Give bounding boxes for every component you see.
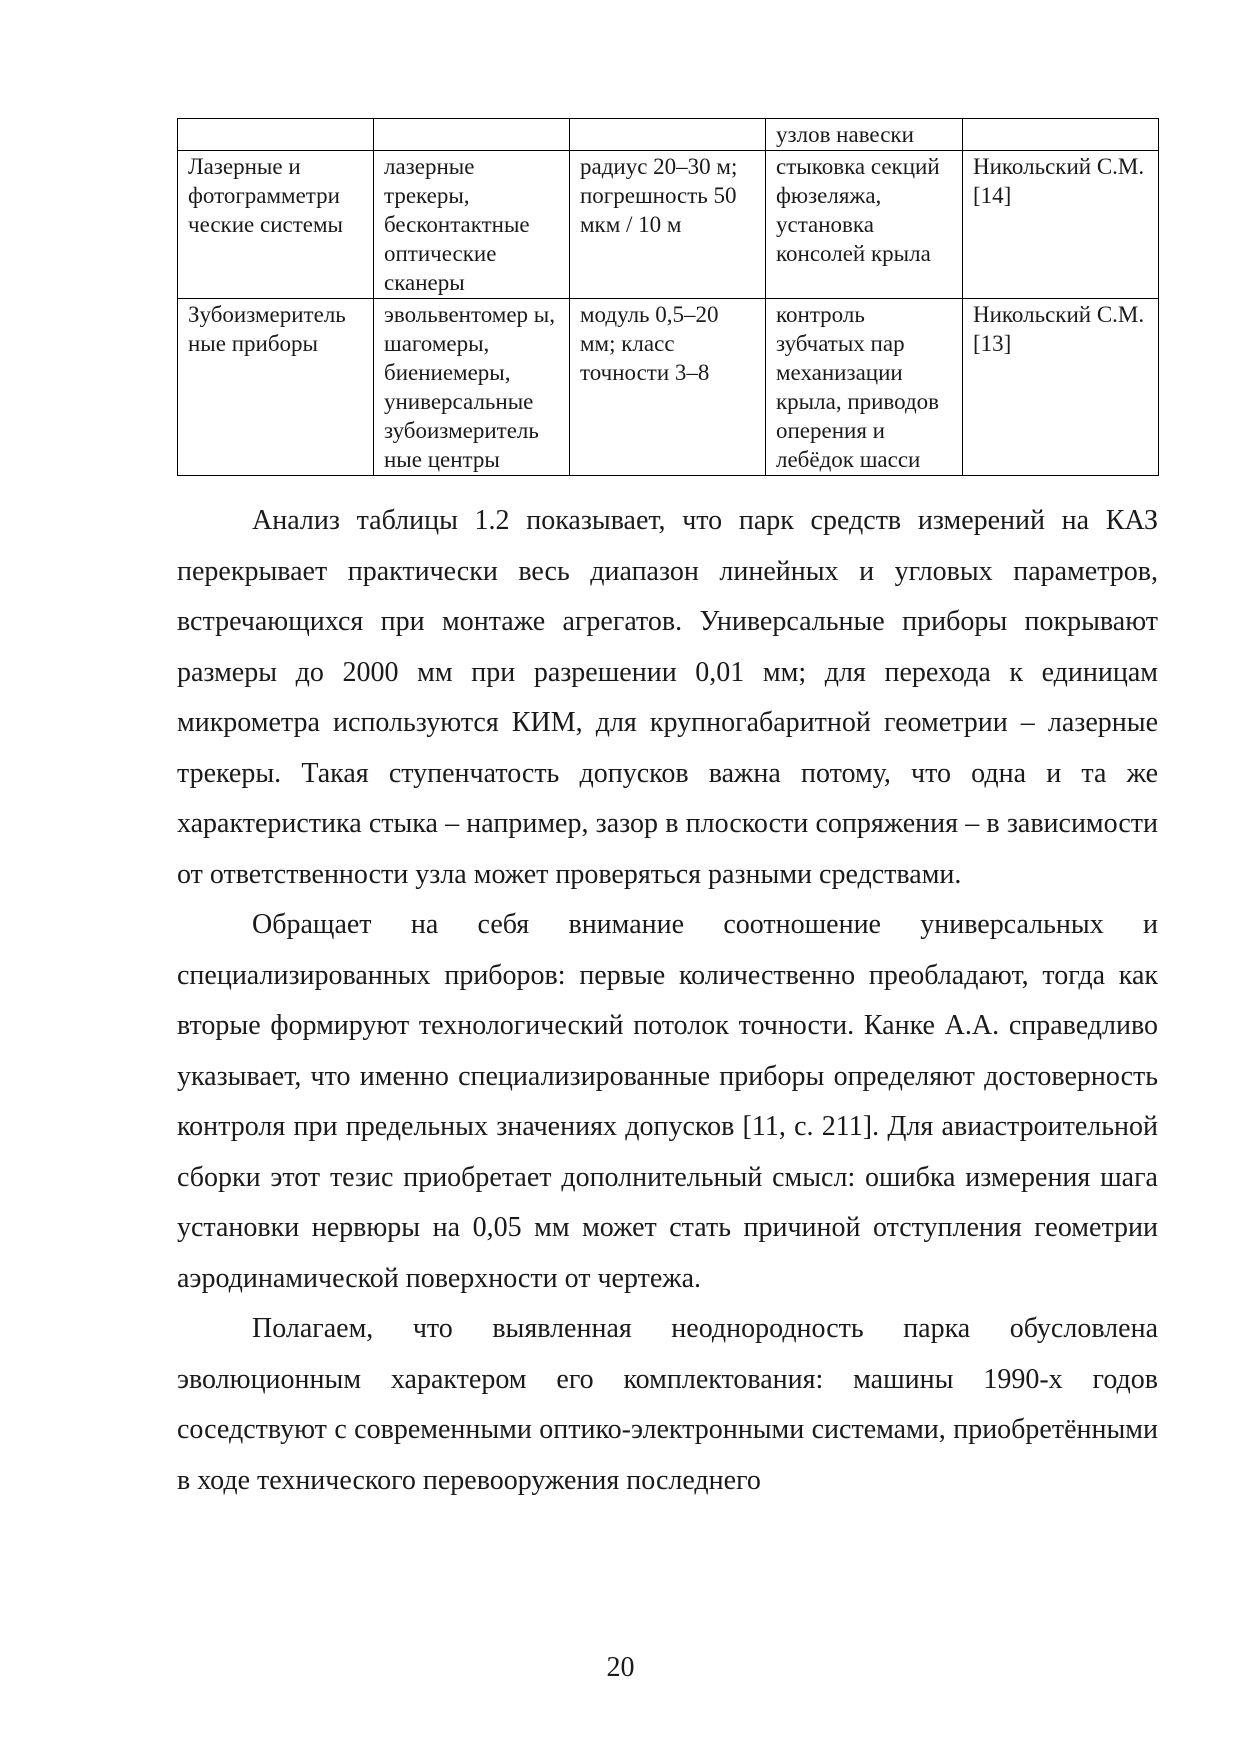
table-cell: Зубоизмеритель ные приборы <box>178 299 374 476</box>
measurement-instruments-table <box>177 118 1159 476</box>
table-cell: радиус 20–30 м; погрешность 50 мкм / 10 м <box>570 151 766 299</box>
table-row <box>178 151 1159 299</box>
table-cell: Никольский С.М. [13] <box>963 299 1159 476</box>
body-text <box>177 496 1158 1506</box>
table-cell: эвольвентомер ы, шагомеры, биениемеры, универсальные зубоизмеритель ные центры <box>374 299 570 476</box>
table-cell: контроль зубчатых пар механизации крыла, приводов оперения и лебёдок шасси <box>766 299 963 476</box>
table-cell <box>374 119 570 151</box>
table-row <box>178 119 1159 151</box>
table-cell: Лазерные и фотограмметри ческие системы <box>178 151 374 299</box>
paragraph: Анализ таблицы 1.2 показывает, что парк средств измерений на КАЗ перекрывает практически весь диапазон линейных и угловых параметров, встречающихся при монтаже агрегатов. Универсальные приборы покрывают размеры до 2000 мм при разрешении 0,01 мм; для перехода к единицам микрометра используются КИМ, для крупногабаритной геометрии – лазерные трекеры. Такая ступенчатость допусков важна потому, что одна и та же характеристика стыка – например, зазор в плоскости сопряжения – в зависимости от ответственности узла может проверяться разными средствами. <box>177 505 1158 890</box>
table-cell <box>178 119 374 151</box>
table-cell: стыковка секций фюзеляжа, установка консолей крыла <box>766 151 963 299</box>
table-cell: узлов навески <box>766 119 963 151</box>
table-cell: лазерные трекеры, бесконтактные оптические сканеры <box>374 151 570 299</box>
paragraph: Полагаем, что выявленная неоднородность парка обусловлена эволюционным характером его комплектования: машины 1990-х годов соседствуют с современными оптико-электронными системами, приобретёнными в ходе технического перевооружения последнего <box>177 1313 1158 1496</box>
table-cell <box>963 119 1159 151</box>
paragraph: Обращает на себя внимание соотношение универсальных и специализированных приборов: первые количественно преобладают, тогда как вторые формируют технологический потолок точности. Канке А.А. справедливо указывает, что именно специализированные приборы определяют достоверность контроля при предельных значениях допусков [11, с. 211]. Для авиастроительной сборки этот тезис приобретает дополнительный смысл: ошибка измерения шага установки нервюры на 0,05 мм может стать причиной отступления геометрии аэродинамической поверхности от чертежа. <box>177 909 1158 1294</box>
table-cell: Никольский С.М. [14] <box>963 151 1159 299</box>
table-cell: модуль 0,5–20 мм; класс точности 3–8 <box>570 299 766 476</box>
table-cell <box>570 119 766 151</box>
page-number: 20 <box>606 1652 635 1683</box>
table-row <box>178 299 1159 476</box>
